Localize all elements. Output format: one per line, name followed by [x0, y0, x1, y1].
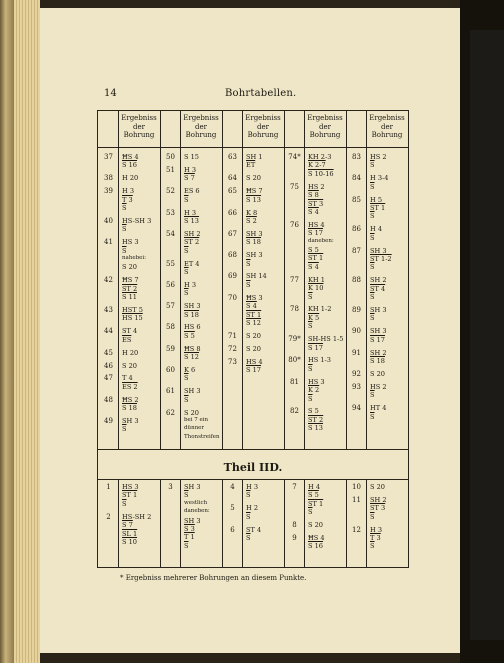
layer-code: HS 4: [308, 220, 325, 229]
header-line: Bohrung: [247, 131, 279, 139]
layer-code: $\overline{S}$: [308, 394, 313, 403]
rule: [160, 479, 161, 567]
entry-number: 85: [352, 195, 361, 204]
layer-code: ST 2: [122, 284, 138, 293]
layer-code: ĦS 7: [246, 187, 263, 196]
layer-code: SH 3: [370, 306, 387, 314]
layer-code: ST 1: [246, 310, 262, 319]
entry-number: 61: [166, 387, 175, 396]
entry-number: 64: [228, 174, 237, 183]
layer-code: HS-SH 3: [122, 216, 152, 225]
layer-code: S 10-16: [308, 169, 334, 178]
layer-code: $\overline{S}$: [184, 541, 189, 550]
layer-code: T 1: [184, 533, 195, 542]
layer-code: $\overline{S}$: [370, 212, 375, 221]
layer-code: S 3: [184, 525, 195, 533]
entry-number: 84: [352, 174, 361, 183]
entry-number: 37: [104, 153, 113, 161]
layer-code: $\overline{S}$: [370, 293, 375, 302]
layer-code: ET 4: [184, 259, 200, 268]
layer-code: ES 2: [122, 382, 138, 391]
layer-code: $\overline{S}$: [370, 412, 375, 421]
layer-code: KH 2-3: [308, 153, 332, 161]
layer-code: H 4: [370, 225, 383, 234]
entry-number: 8: [292, 521, 297, 530]
entry-number: 43: [104, 306, 113, 314]
column-header-result: [304, 114, 346, 140]
header-line: Ergebniss: [369, 114, 405, 122]
layer-code: S 20: [246, 344, 262, 353]
layer-code: HS 3: [308, 377, 325, 386]
layer-code: S 5: [184, 331, 195, 340]
layer-code: ĦS 4: [122, 153, 139, 161]
note-text: Thonstreifen: [184, 433, 220, 440]
layer-code: HS 15: [122, 314, 143, 323]
layer-code: $\overline{S}$: [308, 292, 313, 301]
layer-code: HS 6: [184, 323, 201, 332]
layer-code: $\overline{S}$: [370, 161, 375, 170]
rule: [366, 111, 367, 449]
book-spine: [0, 0, 14, 663]
layer-code: T 4: [122, 374, 133, 383]
entry-number: 69: [228, 272, 237, 281]
layer-code: ST 3: [308, 199, 324, 208]
note-text: nahebei:: [122, 255, 147, 261]
layer-code: ĦS 4: [308, 534, 325, 542]
layer-code: S 17: [370, 335, 386, 344]
layer-code: $\overline{S}$: [308, 322, 313, 331]
layer-code: S 18: [246, 238, 262, 247]
header-line: Bohrung: [123, 131, 155, 139]
layer-code: S 2: [246, 216, 257, 225]
layer-code: $\overline{S}$: [122, 246, 127, 255]
entry-number: 50: [166, 153, 175, 161]
note-text: dünner: [184, 425, 205, 432]
layer-code: HS 4: [246, 357, 263, 366]
layer-code: S 18: [370, 357, 386, 365]
layer-code: S 13: [184, 216, 200, 225]
entry-number: 9: [292, 534, 297, 542]
entry-number: 48: [104, 395, 113, 404]
layer-code: ST 2: [184, 238, 200, 247]
layer-code: ST 1: [122, 491, 138, 500]
entry-number: 93: [352, 382, 361, 391]
layer-code: SH 3: [184, 387, 201, 396]
note-text: bei 7 ein: [184, 417, 209, 423]
layer-code: $\overline{S}$: [370, 314, 375, 323]
rule: [118, 111, 119, 449]
entry-number: 77: [290, 275, 299, 284]
entry-number: 62: [166, 408, 175, 417]
entry-number: 51: [166, 165, 175, 174]
entry-number: 75: [290, 182, 299, 191]
entry-number: 65: [228, 187, 237, 196]
layer-code: ST 4: [122, 327, 138, 336]
layer-code: SH 3: [184, 483, 201, 491]
layer-code: S 5: [308, 491, 319, 500]
entry-number: 57: [166, 302, 175, 311]
note-text: daneben:: [184, 508, 210, 515]
rule: [98, 449, 408, 450]
entry-number: 83: [352, 153, 361, 161]
layer-code: K 6: [184, 366, 196, 374]
layer-code: ST 2: [308, 415, 324, 424]
layer-code: H 20: [122, 348, 139, 357]
layer-code: $\overline{S}$: [370, 542, 375, 551]
layer-code: S 5: [308, 407, 319, 416]
entry-number: 52: [166, 187, 175, 196]
layer-code: S 16: [122, 161, 138, 170]
layer-code: S 20: [184, 408, 200, 417]
entry-number: 86: [352, 225, 361, 234]
column-header-result: [180, 114, 222, 140]
layer-code: H 3: [184, 280, 197, 289]
header-line: Bohrung: [309, 131, 341, 139]
layer-code: T 3: [370, 534, 381, 542]
entry-number: 3: [168, 483, 173, 491]
layer-code: $\overline{S}$: [184, 374, 189, 383]
entry-number: 2: [106, 512, 111, 521]
header-line: Ergebniss: [183, 114, 219, 122]
layer-code: K 2-7: [308, 161, 326, 170]
layer-code: $\overline{S}$: [246, 491, 251, 500]
layer-code: H 2: [246, 504, 259, 513]
layer-code: $\overline{S}$: [308, 364, 313, 373]
layer-code: $\overline{S}$: [184, 395, 189, 404]
rule: [242, 111, 243, 449]
entry-number: 55: [166, 259, 175, 268]
layer-code: ES 6: [184, 187, 200, 196]
layer-code: $\overline{S}$: [370, 182, 375, 191]
rule: [284, 479, 285, 567]
layer-code: SH 3: [184, 516, 201, 525]
layer-code: $\overline{S}$: [184, 491, 189, 500]
entry-number: 78: [290, 305, 299, 314]
layer-code: HST 5: [122, 306, 143, 314]
entry-number: 4: [230, 483, 235, 491]
layer-code: S 20: [122, 263, 138, 272]
layer-code: H 5: [370, 195, 383, 204]
layer-code: ST 4: [370, 284, 386, 293]
header-line: der: [381, 122, 393, 131]
entry-number: 5: [230, 504, 235, 513]
layer-code: H 3: [246, 483, 259, 491]
drilling-table: [97, 110, 409, 568]
layer-code: S 17: [308, 343, 324, 352]
layer-code: $\overline{S}$: [370, 512, 375, 521]
layer-code: S 15: [184, 153, 200, 161]
layer-code: HS 3: [122, 238, 139, 247]
entry-number: 92: [352, 369, 361, 378]
layer-code: ST 3: [370, 504, 386, 513]
rule: [98, 147, 408, 148]
layer-code: $\overline{S}$: [184, 246, 189, 255]
entry-number: 49: [104, 417, 113, 425]
footnote: * Ergebniss mehrerer Bohrungen an diesem Punkte.: [120, 574, 307, 582]
rule: [180, 111, 181, 449]
entry-number: 73: [228, 357, 237, 366]
layer-code: KH 1: [308, 275, 325, 284]
layer-code: SH-HS 1-5: [308, 335, 344, 344]
entry-number: 58: [166, 323, 175, 332]
layer-code: SH 2: [370, 495, 387, 504]
layer-code: ĦS 7: [122, 276, 139, 285]
layer-code: S 20: [246, 174, 262, 183]
entry-number: 60: [166, 366, 175, 374]
header-line: der: [257, 122, 269, 131]
rule: [346, 479, 347, 567]
entry-number: 7: [292, 483, 297, 491]
entry-number: 12: [352, 525, 361, 534]
entry-number: 87: [352, 246, 361, 255]
layer-code: S 13: [308, 424, 324, 433]
layer-code: SH 3: [184, 302, 201, 311]
layer-code: H 3-4: [370, 174, 389, 183]
layer-code: S 4: [308, 207, 319, 216]
layer-code: SH 3: [122, 417, 139, 425]
layer-code: $\overline{S}$: [246, 512, 251, 521]
layer-code: S 18: [184, 310, 200, 319]
layer-code: ĦS 2: [122, 395, 139, 404]
layer-code: T 3: [122, 195, 133, 204]
layer-code: S 10: [122, 537, 138, 546]
header-line: Ergebniss: [245, 114, 281, 122]
rule: [346, 111, 347, 449]
layer-code: $\overline{S}$: [122, 204, 127, 212]
layer-code: S 18: [122, 404, 138, 413]
entry-number: 81: [290, 377, 299, 386]
entry-number: 79*: [288, 335, 301, 344]
note-text: westlich: [184, 499, 208, 506]
layer-code: ST 1: [308, 254, 324, 263]
layer-code: $\overline{S}$: [370, 391, 375, 400]
layer-code: ĦS 8: [184, 344, 201, 353]
entry-number: 56: [166, 280, 175, 289]
layer-code: $\overline{ET}$: [246, 161, 256, 170]
layer-code: S 4: [246, 302, 257, 311]
layer-code: SH 14: [246, 272, 267, 281]
layer-code: K 8: [246, 208, 258, 217]
layer-code: HS-SH 2: [122, 512, 152, 521]
layer-code: S 20: [308, 521, 324, 530]
layer-code: $\overline{S}$: [308, 508, 313, 517]
layer-code: HS 2: [370, 153, 387, 161]
entry-number: 54: [166, 229, 175, 238]
header-line: Bohrung: [185, 131, 217, 139]
entry-number: 1: [106, 483, 111, 491]
layer-code: H 3: [122, 187, 135, 196]
layer-code: K 10: [308, 284, 324, 293]
layer-code: H 3: [370, 525, 383, 534]
entry-number: 88: [352, 276, 361, 285]
layer-code: H 20: [122, 174, 139, 183]
entry-number: 45: [104, 348, 113, 357]
rule: [304, 111, 305, 449]
layer-code: $\overline{S}$: [370, 233, 375, 242]
rule: [366, 479, 367, 567]
column-header-result: [366, 114, 408, 140]
entry-number: 40: [104, 216, 113, 225]
entry-number: 70: [228, 293, 237, 302]
header-line: Bohrung: [371, 131, 403, 139]
header-line: Ergebniss: [121, 114, 157, 122]
layer-code: S 7: [184, 174, 195, 183]
layer-code: $\overline{S}$: [370, 263, 375, 272]
rule: [242, 479, 243, 567]
entry-number: 38: [104, 174, 113, 183]
layer-code: KH 1-2: [308, 305, 332, 314]
layer-code: $\overline{S}$: [122, 425, 127, 434]
layer-code: $\overline{S}$: [246, 534, 251, 542]
layer-code: S 17: [246, 366, 262, 374]
note-text: daneben:: [308, 237, 334, 244]
entry-number: 44: [104, 327, 113, 336]
entry-number: 39: [104, 187, 113, 196]
entry-number: 80*: [288, 356, 301, 365]
layer-code: $\overline{S}$: [184, 195, 189, 204]
rule: [160, 111, 161, 449]
layer-code: HS 2: [308, 182, 325, 191]
layer-code: SH 1: [246, 153, 263, 161]
layer-code: S 12: [184, 353, 200, 362]
layer-code: S 20: [122, 361, 138, 370]
entry-number: 46: [104, 361, 113, 370]
entry-number: 74*: [288, 153, 301, 161]
layer-code: K 2: [308, 386, 320, 395]
layer-code: ST 4: [246, 525, 262, 534]
layer-code: S 20: [370, 483, 386, 491]
layer-code: SH 2: [184, 229, 201, 238]
section-title: Theil IID.: [223, 461, 283, 474]
layer-code: $\overline{ES}$: [122, 335, 132, 344]
layer-code: K 5: [308, 313, 320, 322]
entry-number: 6: [230, 525, 235, 534]
entry-number: 59: [166, 344, 175, 353]
layer-code: H 3: [184, 165, 197, 174]
entry-number: 89: [352, 306, 361, 314]
layer-code: ST 1: [370, 204, 386, 212]
layer-code: S 20: [370, 369, 386, 378]
rule: [222, 111, 223, 449]
layer-code: SH 3: [370, 246, 387, 255]
column-header-result: [118, 114, 160, 140]
rule: [98, 479, 408, 480]
column-header-result: [242, 114, 284, 140]
layer-code: ST 1: [308, 499, 324, 508]
layer-code: ST 1-2: [370, 255, 392, 263]
layer-code: S 11: [122, 293, 138, 302]
layer-code: $\overline{S}$: [122, 225, 127, 234]
layer-code: $\overline{S}$: [184, 289, 189, 298]
layer-code: ĦS 3: [246, 293, 263, 302]
layer-code: S 20: [246, 331, 262, 340]
layer-code: $\overline{S}$: [122, 499, 127, 508]
layer-code: H 4: [308, 483, 321, 491]
entry-number: 11: [352, 495, 361, 504]
layer-code: S 17: [308, 229, 324, 238]
layer-code: HS 2: [370, 382, 387, 391]
layer-code: S 13: [246, 195, 262, 204]
layer-code: $\overline{S}$: [246, 280, 251, 289]
entry-number: 42: [104, 276, 113, 285]
layer-code: SH 2: [370, 276, 387, 285]
page-number: 14: [104, 88, 117, 99]
header-line: der: [319, 122, 331, 131]
layer-code: S 12: [246, 318, 262, 327]
layer-code: $\overline{S}$: [246, 259, 251, 268]
entry-number: 91: [352, 348, 361, 357]
layer-code: S 8: [308, 191, 319, 200]
layer-code: S 7: [122, 521, 133, 530]
entry-number: 76: [290, 220, 299, 229]
rule: [180, 479, 181, 567]
entry-number: 67: [228, 229, 237, 238]
facing-page: [470, 30, 504, 640]
header-line: der: [195, 122, 207, 131]
entry-number: 82: [290, 407, 299, 416]
layer-code: H 3: [184, 208, 197, 217]
layer-code: S 16: [308, 542, 324, 551]
layer-code: S 4: [308, 262, 319, 271]
layer-code: SH 2: [370, 348, 387, 357]
rule: [118, 479, 119, 567]
entry-number: 94: [352, 404, 361, 413]
layer-code: SH 3: [370, 327, 387, 336]
entry-number: 41: [104, 238, 113, 247]
rule: [222, 479, 223, 567]
header-line: Ergebniss: [307, 114, 343, 122]
header-line: der: [133, 122, 145, 131]
layer-code: SH 3: [246, 251, 263, 260]
entry-number: 63: [228, 153, 237, 161]
rule: [304, 479, 305, 567]
entry-number: 66: [228, 208, 237, 217]
entry-number: 71: [228, 331, 237, 340]
entry-number: 47: [104, 374, 113, 383]
layer-code: S 5: [308, 246, 319, 254]
layer-code: HS 3: [122, 483, 139, 491]
layer-code: SL 1: [122, 529, 138, 538]
entry-number: 72: [228, 344, 237, 353]
entry-number: 90: [352, 327, 361, 336]
layer-code: $\overline{S}$: [184, 267, 189, 276]
entry-number: 10: [352, 483, 361, 491]
entry-number: 53: [166, 208, 175, 217]
rule: [284, 111, 285, 449]
page-title: Bohrtabellen.: [225, 88, 297, 99]
page-edges: [14, 0, 40, 663]
layer-code: HT 4: [370, 404, 387, 413]
layer-code: HS 1-3: [308, 356, 331, 365]
entry-number: 68: [228, 251, 237, 260]
layer-code: SH 3: [246, 229, 263, 238]
